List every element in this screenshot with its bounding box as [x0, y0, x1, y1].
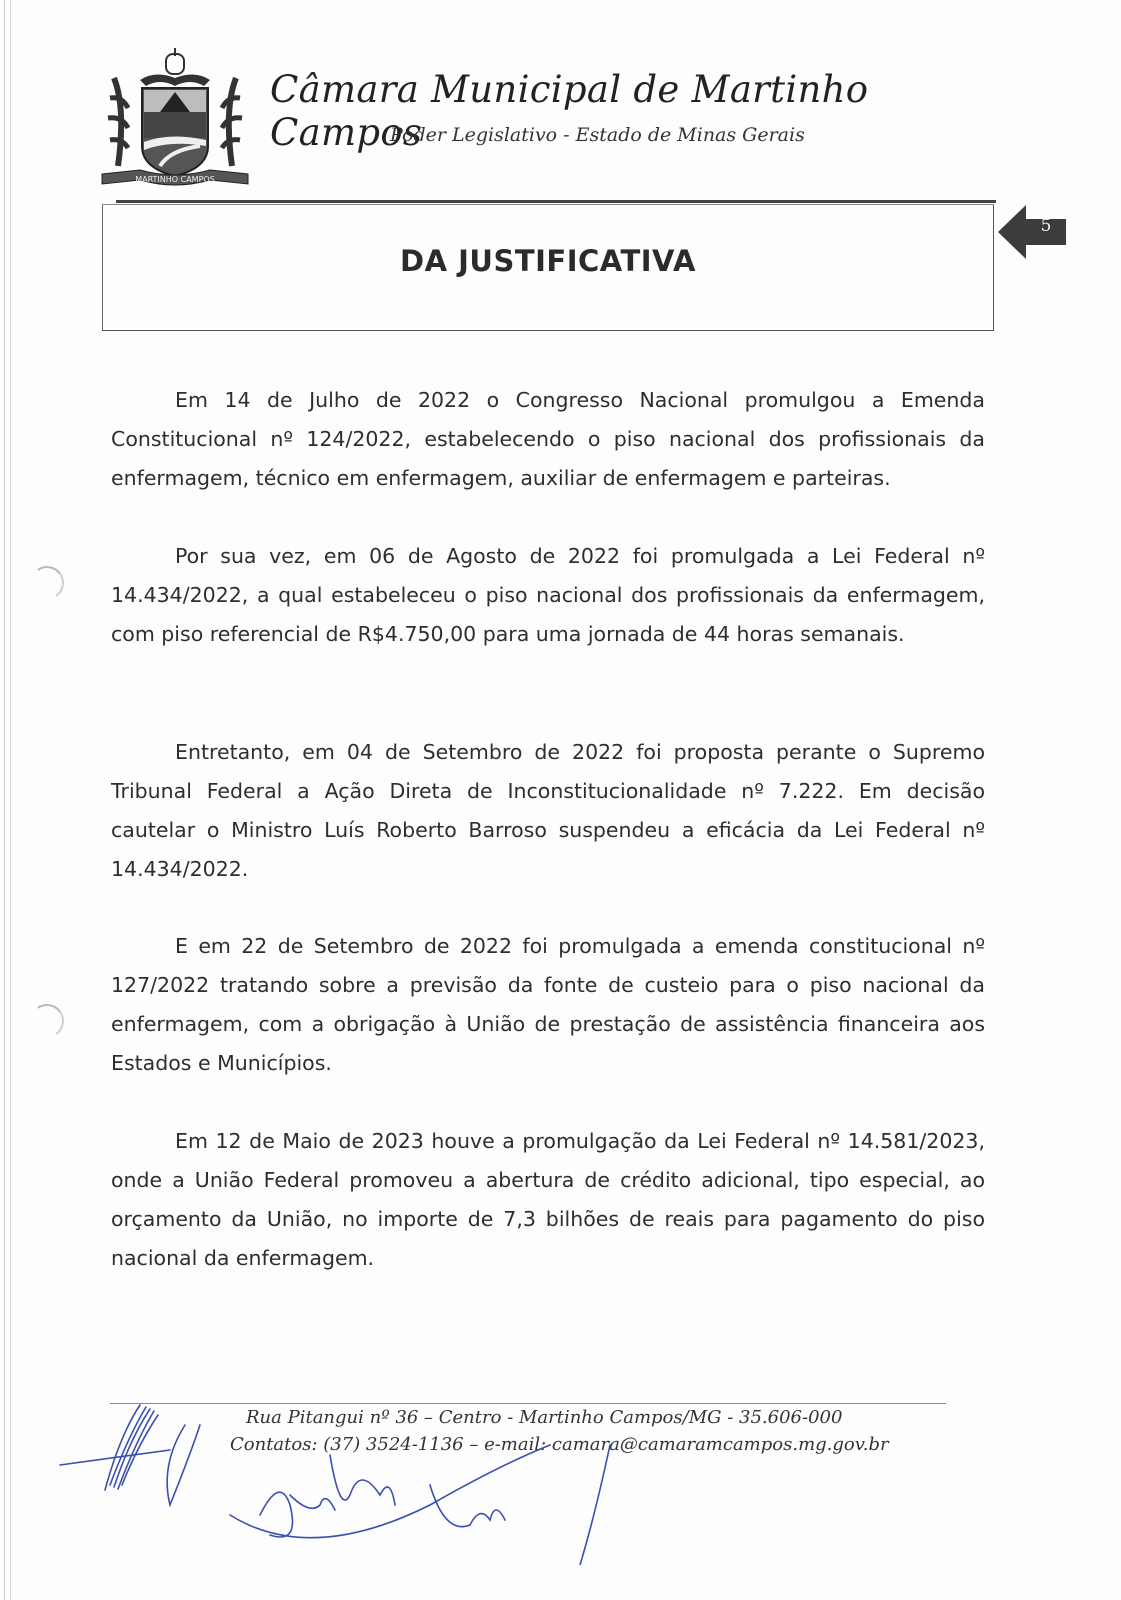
signature-stroke: [430, 1485, 505, 1527]
organization-name: Câmara Municipal de Martinho Campos: [270, 68, 869, 154]
punch-hole-mark: [27, 563, 66, 602]
footer-contacts: Contatos: (37) 3524-1136 – e-mail: camara@camaramcampos.mg.gov.br: [230, 1434, 889, 1455]
signature-stroke: [260, 1492, 335, 1537]
paragraph: Entretanto, em 04 de Setembro de 2022 foi proposta perante o Supremo Tribunal Federal a Ação Direta de Inconstitucionalidade nº 7.222. Em decisão cautelar o Ministro Luís Roberto Barroso suspendeu a eficácia da Lei Federal nº 14.434/2022.: [111, 740, 985, 881]
signature-stroke: [60, 1405, 170, 1490]
signature-stroke: [167, 1425, 200, 1505]
paragraph: Em 14 de Julho de 2022 o Congresso Nacional promulgou a Emenda Constitucional nº 124/2022, estabelecendo o piso nacional dos profissionais da enfermagem, técnico em enfermagem, auxiliar de enfermagem e parteiras.: [111, 388, 985, 490]
section-title: DA JUSTIFICATIVA: [400, 244, 696, 278]
footer-address: Rua Pitangui nº 36 – Centro - Martinho Campos/MG - 35.606-000: [246, 1407, 843, 1428]
signature-stroke: [230, 1445, 550, 1538]
header-divider: [116, 200, 996, 203]
signature-stroke: [580, 1445, 610, 1565]
coat-of-arms-icon: [100, 48, 250, 188]
signature-stroke: [330, 1455, 395, 1505]
svg-text:MARTINHO CAMPOS: MARTINHO CAMPOS: [135, 175, 215, 184]
scan-edge: [4, 0, 11, 1600]
paragraph: Em 12 de Maio de 2023 houve a promulgação da Lei Federal nº 14.581/2023, onde a União Federal promoveu a abertura de crédito adicional, tipo especial, ao orçamento da União, no importe de 7,3 bilhões de reais para pagamento do piso nacional da enfermagem.: [111, 1129, 985, 1270]
paragraph: E em 22 de Setembro de 2022 foi promulgada a emenda constitucional nº 127/2022 tratando sobre a previsão da fonte de custeio para o piso nacional da enfermagem, com a obrigação à União de prestação de assistência financeira aos Estados e Municípios.: [111, 934, 985, 1075]
organization-subtitle: Poder Legislativo - Estado de Minas Gerais: [390, 124, 805, 146]
page-number: 5: [1040, 216, 1052, 236]
footer-divider: [110, 1403, 946, 1404]
punch-hole-mark: [27, 1001, 66, 1040]
paragraph: Por sua vez, em 06 de Agosto de 2022 foi promulgada a Lei Federal nº 14.434/2022, a qual estabeleceu o piso nacional dos profissionais da enfermagem, com piso referencial de R$4.750,00 para uma jornada de 44 horas semanais.: [111, 544, 985, 646]
